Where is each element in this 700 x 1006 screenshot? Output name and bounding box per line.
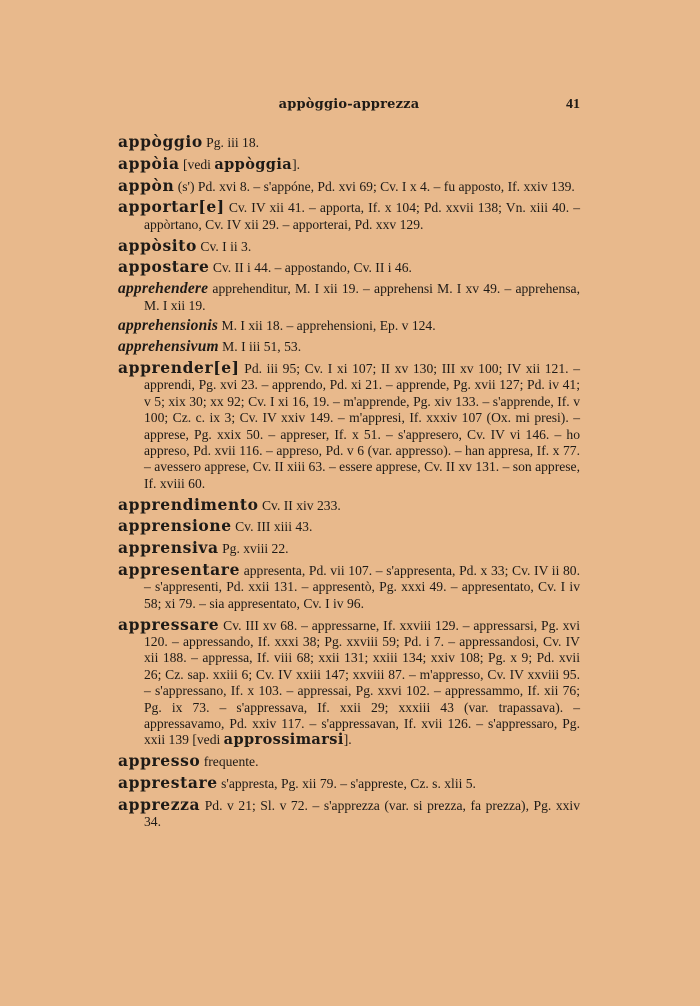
dictionary-entry xyxy=(118,175,580,195)
entry-headword: appòia xyxy=(118,153,180,173)
entry-headword: appòn xyxy=(118,175,175,195)
dictionary-entry xyxy=(118,357,580,492)
dictionary-entry xyxy=(118,518,580,535)
entry-headword: apprestare xyxy=(118,773,218,793)
entry-text: s'appresta, Pg. xii 79. – s'apprestе, Cz. s. xlii 5. xyxy=(217,776,476,792)
dictionary-entry xyxy=(118,562,580,612)
page-header xyxy=(118,97,580,117)
entry-headword: appostare xyxy=(118,257,210,277)
running-title: appòggio-apprezza xyxy=(278,97,420,112)
entry-text: M. I xii 18. – apprehensioni, Ep. v 124. xyxy=(218,318,436,334)
dictionary-entry xyxy=(118,199,580,233)
dictionary-entry xyxy=(118,235,580,255)
dictionary-entry xyxy=(118,540,580,557)
entry-headword: appresso xyxy=(118,751,201,771)
entry-headword: apprensione xyxy=(118,516,232,536)
entry-headword: apprehensionis xyxy=(118,317,219,335)
page-number: 41 xyxy=(566,97,580,112)
dictionary-entry xyxy=(118,494,580,514)
entry-text: apprehenditur, M. I xii 19. – apprehensi M. I xv 49. – apprehensa, M. I xii 19. xyxy=(144,281,580,313)
entry-headword: apprehensivum xyxy=(118,338,219,356)
entry-text: Cv. IV xii 41. – apporta, If. x 104; Pd. xxvii 138; Vn. xiii 40. – appòrtano, Cv. IV xii 29. – apporterai, Pd. xxv 129. xyxy=(144,200,580,232)
entry-headword: appòsito xyxy=(118,235,197,255)
entry-headword: apprezza xyxy=(118,794,201,814)
entry-text: [vedi xyxy=(179,156,215,172)
entry-text: Cv. I ii 3. xyxy=(196,238,252,254)
dictionary-entry xyxy=(118,775,580,792)
entry-text: frequente. xyxy=(200,754,259,770)
entry-headword: apprensiva xyxy=(118,538,219,558)
entry-text: (s') Pd. xvi 8. – s'appóne, Pd. xvi 69; Cv. I x 4. – fu apposto, If. xxiv 139. xyxy=(174,178,575,194)
dictionary-entry xyxy=(118,614,580,749)
entry-headword: appòggio xyxy=(118,132,203,151)
entry-headword: apprender[e] xyxy=(118,357,240,377)
entry-text: Cv. III xv 68. – appressarne, If. xxviii 129. – appressarsi, Pg. xvi 120. – appressando, If. xxxi 38; Pg. xxviii 59; Pd. i 7. – appressandosi, Cv. IV xii 188. – appressa, If. viii 68; xxii 131; xxiii 134; xxiv 108; Pg. x 9; Pd. xvii 26; Cz. sap. xxiii 6; Cv. IV xxiii 147; xxviii 87. – m'appresso, Cv. IV xxviii 95. – s'appressano, If. x 103. – appressai, Pg. xxvi 102. – appressammo, If. xii 76; Pg. ix 73. – s'appressava, If. xxii 29; xxxiii 43 (var. trapassava). – appressavamo, Pd. xxiv 117. – s'appressavan, If. xvii 126. – s'appressaro, Pg. xxii 139 [vedi xyxy=(144,617,580,748)
dictionary-entry xyxy=(118,339,580,355)
dictionary-entry xyxy=(118,281,580,314)
entry-text: Cv. III xiii 43. xyxy=(231,519,313,535)
entry-headword: apprehendere xyxy=(118,280,209,298)
entry-text: M. I iii 51, 53. xyxy=(218,339,302,355)
dictionary-entry xyxy=(118,318,580,334)
entry-headword: appressare xyxy=(118,614,220,634)
cross-reference: approssimarsi xyxy=(223,731,344,749)
entry-headword: appresentare xyxy=(118,560,241,580)
entry-text: Cv. II xiv 233. xyxy=(258,497,341,513)
entry-text-tail: ]. xyxy=(292,156,300,172)
dictionary-entry xyxy=(118,259,580,276)
dictionary-entry xyxy=(118,794,580,831)
cross-reference: appòggia xyxy=(214,155,293,173)
entry-text: Pd. iii 95; Cv. I xi 107; II xv 130; III xv 100; IV xii 121. – apprendi, Pg. xvi 23. – apprendo, Pd. xi 21. – apprende, Pg. xvii 127; Pd. iv 41; v 5; xix 30; xx 92; Cv. I xi 16, 19. – m'apprende, Pg. xiv 133. – s'apprende, If. v 100; Cz. c. ix 3; Cv. IV xxiv 149. – m'appresi, If. xxxiv 107 (Ox. mi presi). – apprese, Pg. xxix 50. – appreser, If. x 51. – s'appresero, Cv. IV vi 146. – ho appreso, Pd. xvii 116. – appreso, Pd. v 6 (var. appresso). – han appresa, If. x 77. – avessero apprese, Cv. II xiii 63. – essere apprese, Cv. II xv 131. – son apprese, If. xviii 60. xyxy=(144,360,580,491)
entry-list xyxy=(118,134,580,835)
entry-text: appresenta, Pd. vii 107. – s'appresenta, Pd. x 33; Cv. IV ii 80. – s'appresenti, Pd. xxii 131. – appresentò, Pg. xxxi 49. – appresentato, Cv. I iv 58; xi 79. – sia appresentato, Cv. I iv 96. xyxy=(144,563,580,611)
entry-text-tail: ]. xyxy=(343,732,352,748)
entry-headword: apportar[e] xyxy=(118,197,225,217)
entry-text: Pg. xviii 22. xyxy=(218,541,289,557)
entry-text: Pd. v 21; Sl. v 72. – s'apprezza (var. si prezza, fa prezza), Pg. xxiv 34. xyxy=(144,797,580,830)
entry-text: Cv. II i 44. – appostando, Cv. II i 46. xyxy=(209,260,412,276)
dictionary-entry xyxy=(118,153,580,173)
dictionary-entry xyxy=(118,753,580,770)
entry-text: Pg. iii 18. xyxy=(202,135,260,150)
entry-headword: apprendimento xyxy=(118,494,259,514)
dictionary-entry xyxy=(118,134,580,151)
